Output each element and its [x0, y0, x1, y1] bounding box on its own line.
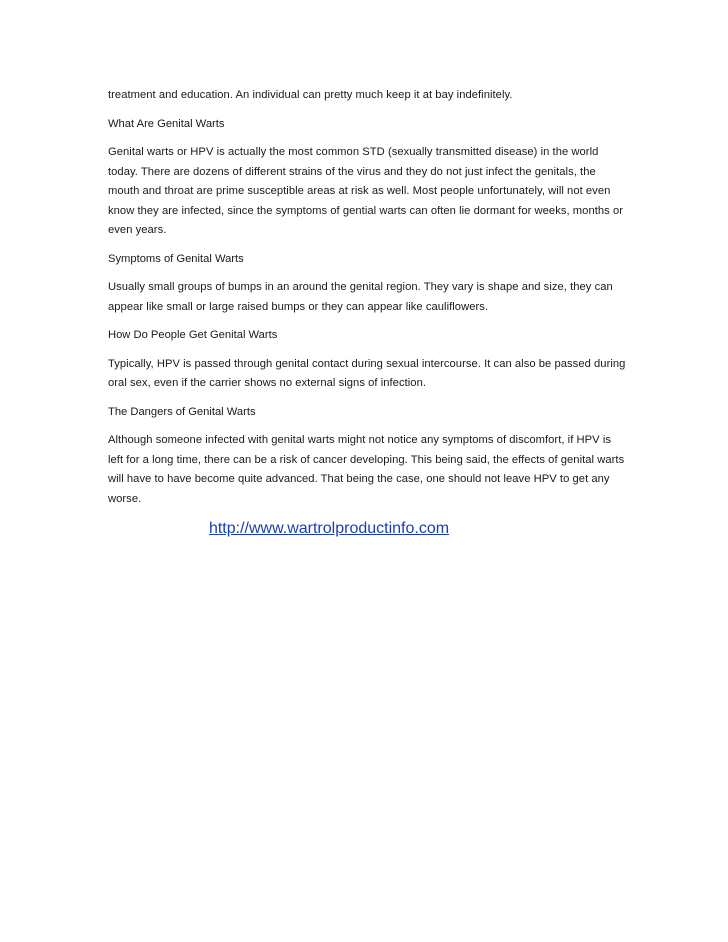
- link-container: [108, 518, 628, 540]
- document-page: [108, 86, 628, 540]
- section-body-dangers: Although someone infected with genital warts might not notice any symptoms of discomfort, if HPV is left for a long time, there can be a risk of cancer developing. This being said, the effects of genital warts will have to have become quite advanced. That being the case, one should not leave HPV to get any worse.: [108, 434, 625, 505]
- section-heading-what-are: What Are Genital Warts: [108, 117, 225, 130]
- website-link[interactable]: http://www.wartrolproductinfo.com: [208, 520, 450, 537]
- section-body-how-get: Typically, HPV is passed through genital contact during sexual intercourse. It can also be passed during oral sex, even if the carrier shows no external signs of infection.: [108, 357, 626, 389]
- section-heading-dangers: The Dangers of Genital Warts: [108, 405, 256, 418]
- section-body-what-are: Genital warts or HPV is actually the most common STD (sexually transmitted disease) in the world today. There are dozens of different strains of the virus and they do not just infect the genitals, the mouth and throat are prime susceptible areas at risk as well. Most people unfortunately, will not even know they are infected, since the symptoms of gential warts can often lie dormant for weeks, months or even years.: [108, 146, 623, 236]
- section-heading-symptoms: Symptoms of Genital Warts: [108, 252, 244, 265]
- section-body-symptoms: Usually small groups of bumps in an around the genital region. They vary is shape and size, they can appear like small or large raised bumps or they can appear like cauliflowers.: [108, 281, 613, 313]
- section-heading-how-get: How Do People Get Genital Warts: [108, 329, 278, 341]
- intro-paragraph: treatment and education. An individual can pretty much keep it at bay indefinitely.: [108, 89, 513, 101]
